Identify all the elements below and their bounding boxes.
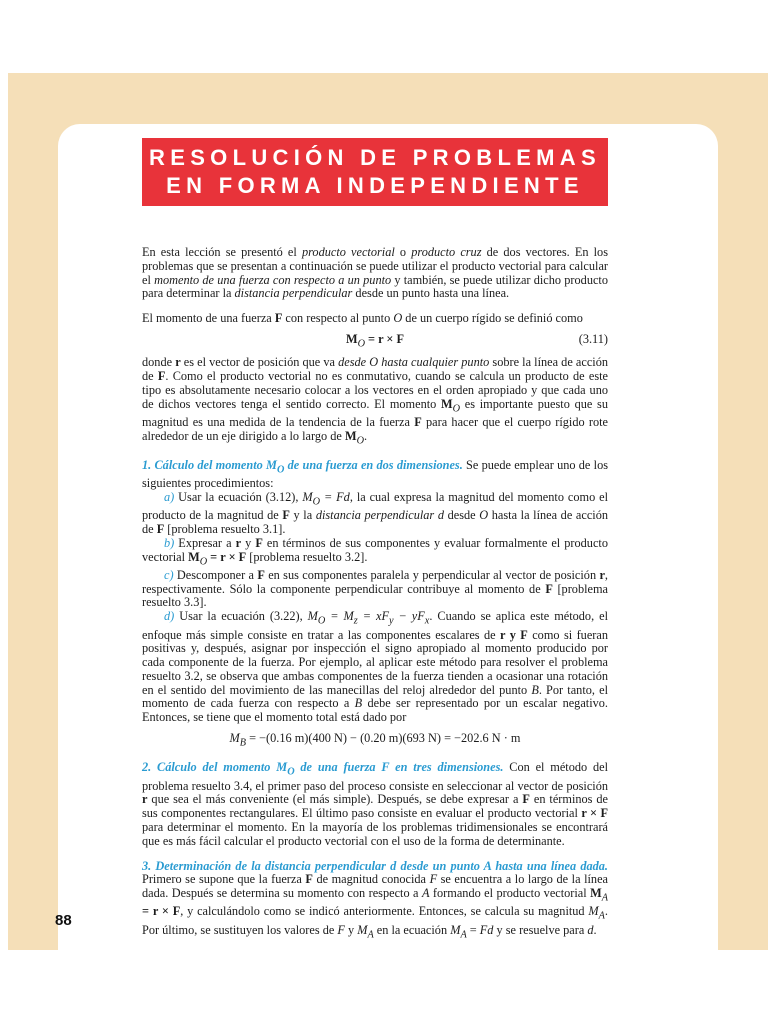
body-text: [142, 246, 608, 942]
item-1-heading: 1. Cálculo del momento $M_O$ de una fuerza en dos dimensiones.: [142, 457, 463, 476]
intro-paragraph: En esta lección se presentó el producto vectorial o producto cruz de dos vectores. En los problemas que se presentan a continuación se puede utilizar el producto vectorial para calcular el momento de una fuerza con respecto a un punto y también, se puede utilizar dicho producto para determinar la distancia perpendicular desde un punto hasta una línea.: [142, 245, 608, 301]
moment-definition-paragraph: El momento de una fuerza F con respecto al punto O de un cuerpo rígido se definió como: [142, 311, 583, 326]
banner-title-line-1: RESOLUCIÓN DE PROBLEMAS: [149, 145, 601, 170]
equation-mb: $M_B = -(0.16$ m)(400 N) − (0.20 m)(693 N) = −202.6 N · m: [229, 731, 521, 749]
item-1c: c) Descomponer a F en sus componentes paralela y perpendicular al vector de posición r, respectivamente. Sólo la componente perpendicular contribuye al momento de F [problema resuelto 3.3].: [142, 567, 608, 610]
item-1b: b) Expresar a r y F en términos de sus componentes y evaluar formalmente el producto vectorial $M_O = r \times F$ [problema resuelto 3.2].: [142, 535, 608, 568]
equation-3-11: $M_O = r \times F$ (3.11): [345, 331, 608, 350]
item-1d: d) Usar la ecuación (3.22), $M_O = M_z = xF_y - yF_x$. Cuando se aplica este método, el enfoque más simple consiste en tratar a las componentes escalares de r y F como si fueran positivas y, después, asignar por inspección el signo apropiado al momento producido por cada componente de la fuerza. Por ejemplo, al aplicar este método para resolver el problema resuelto 3.2, se observa que ambas componentes de la fuerza tienden a ocasionar una rotación en el sentido del movimiento de las manecillas del reloj alrededor del punto B. Por tanto, el momento de cada fuerza con respecto a B debe ser representado por un escalar negativo. Entonces, se tiene que el momento total está dado por: [142, 609, 608, 725]
item-1-2d-moment: 1. Cálculo del momento $M_O$ de una fuerza en dos dimensiones. Se puede emplear uno de los siguientes procedimientos:: [142, 457, 608, 491]
page-number: 88: [55, 912, 72, 929]
item-2-heading: 2. Cálculo del momento $M_O$ de una fuerza F en tres dimensiones.: [142, 760, 504, 778]
item-2-3d-moment: 2. Cálculo del momento $M_O$ de una fuerza F en tres dimensiones. Con el método del problema resuelto 3.4, el primer paso del proceso consiste en seleccionar al vector de posición r que sea el más conveniente (el más simple). Después, se debe expresar a F en términos de sus componentes rectangulares. El último paso consiste en evaluar el producto vectorial r × F para determinar el momento. En la mayoría de los problemas tridimensionales se encontrará que es más fácil calcular el producto vectorial con el uso de la forma de determinante.: [142, 760, 609, 848]
position-vector-paragraph: donde r es el vector de posición que va desde O hasta cualquier punto sobre la línea de acción de F. Como el producto vectorial no es conmutativo, cuando se calcula un producto de este tipo es absolutamente necesario colocar a los vectores en el orden apropiado y que cada uno de dichos vectores tenga el sentido correcto. El momento $M_O$ es importante puesto que su magnitud es una medida de la tendencia de la fuerza F para hacer que el cuerpo rígido rote alrededor de un eje dirigido a lo largo de $M_O$.: [142, 355, 609, 447]
equation-number: (3.11): [578, 331, 608, 346]
item-1a: a) Usar la ecuación (3.12), $M_O = Fd$, la cual expresa la magnitud del momento como el producto de la magnitud de F y la distancia perpendicular d desde O hasta la línea de acción de F [problema resuelto 3.1].: [142, 489, 609, 537]
banner-title-line-2: EN FORMA INDEPENDIENTE: [166, 173, 584, 198]
item-3-heading: 3. Determinación de la distancia perpendicular d desde un punto A hasta una línea dada.: [142, 858, 608, 873]
item-3-perpendicular-distance: 3. Determinación de la distancia perpendicular d desde un punto A hasta una línea dada. Primero se supone que la fuerza F de magnitud conocida F se encuentra a lo largo de la línea dada. Después se determina su momento con respecto a A formando el producto vectorial $M_A = r \times F$, y calculándolo como se indicó anteriormente. Entonces, se calcula su magnitud $M_A$. Por último, se sustituyen los valores de F y $M_A$ en la ecuación $M_A = Fd$ y se resuelve para d.: [142, 858, 609, 941]
section-banner: [142, 138, 608, 206]
